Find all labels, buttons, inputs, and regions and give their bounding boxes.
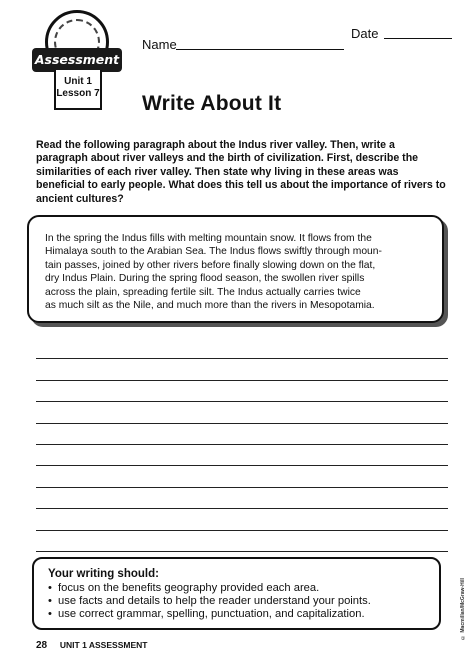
lesson-label: Lesson 7	[56, 88, 100, 99]
page-title: Write About It	[142, 92, 282, 115]
writing-line[interactable]	[36, 488, 448, 509]
tips-title: Your writing should:	[48, 568, 159, 580]
footer-unit-label: UNIT 1 ASSESSMENT	[59, 640, 148, 650]
passage-line: dry Indus Plain. During the spring flood season, the swollen river spills	[45, 273, 365, 285]
instructions-text: Read the following paragraph about the Indus river valley. Then, write a paragraph about river valleys and the birth of civilization. First, describe the similarities of each river valley. Then state why living in these areas was beneficial to early people. What does this tell us about the importance of rivers to ancient cultures?	[36, 139, 446, 205]
writing-line[interactable]	[36, 531, 448, 552]
writing-line[interactable]	[36, 359, 448, 380]
writing-line[interactable]	[36, 381, 448, 402]
writing-line[interactable]	[36, 445, 448, 466]
tip-item: • use correct grammar, spelling, punctuation, and capitalization.	[48, 608, 365, 620]
passage-box	[27, 215, 444, 323]
passage-line: In the spring the Indus fills with melting mountain snow. It flows from the	[45, 233, 372, 244]
writing-line[interactable]	[36, 509, 448, 530]
page-footer	[36, 640, 147, 651]
writing-line[interactable]	[36, 402, 448, 423]
assessment-badge	[32, 10, 122, 110]
name-field[interactable]	[176, 40, 344, 50]
tip-item: • use facts and details to help the reader understand your points.	[48, 595, 371, 607]
passage-line: tain passes, joined by other rivers before finally slowing down on the flat,	[45, 259, 376, 271]
writing-line[interactable]	[36, 424, 448, 445]
writing-line[interactable]	[36, 338, 448, 359]
passage-line: across the plain, spreading fertile silt. The Indus actually carries twice	[45, 286, 361, 298]
tips-list	[48, 582, 427, 621]
unit-label: Unit 1	[64, 76, 92, 87]
writing-area[interactable]	[36, 338, 448, 552]
page-number: 28	[36, 640, 48, 651]
writing-line[interactable]	[36, 466, 448, 487]
passage-line: as much silt as the Nile, and much more than the rivers in Mesopotamia.	[45, 300, 375, 312]
passage-text	[45, 232, 430, 312]
passage-line: Himalaya south to the Arabian Sea. The Indus flows swiftly through moun-	[45, 246, 382, 258]
unit-lesson-box	[54, 70, 102, 110]
tip-item: • focus on the benefits geography provided each area.	[48, 582, 320, 594]
date-label: Date	[351, 26, 379, 41]
name-label: Name	[142, 37, 177, 52]
copyright-note: © Macmillan/McGraw-Hill	[460, 578, 466, 640]
writing-tips-box	[32, 557, 441, 630]
assessment-label: Assessment	[32, 48, 122, 72]
date-field[interactable]	[384, 29, 452, 39]
